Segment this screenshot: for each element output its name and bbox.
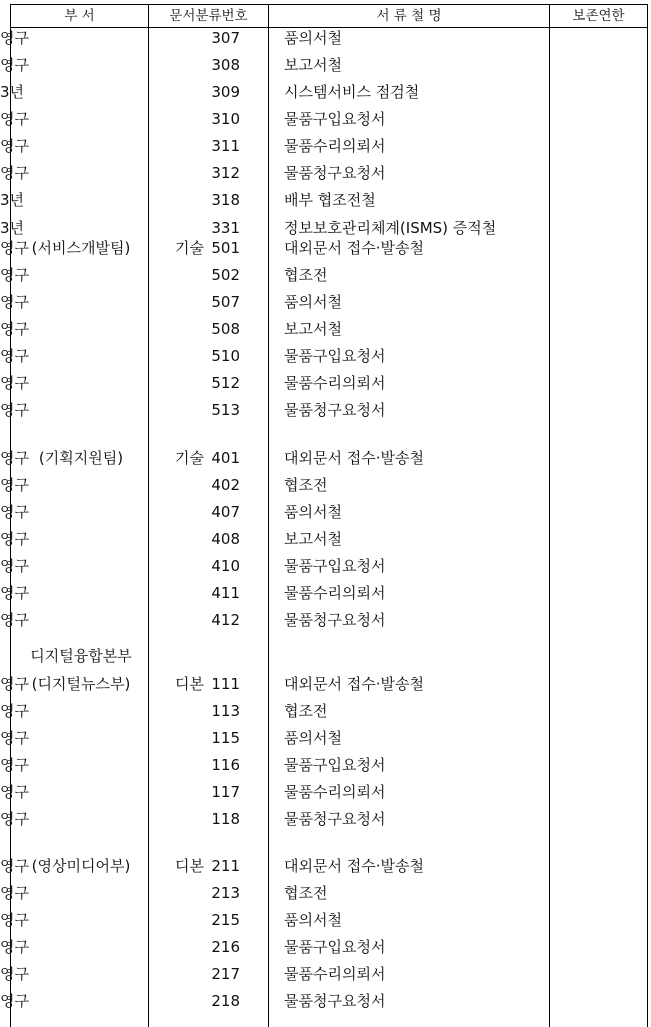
- row-title: 물품구입요청서: [284, 110, 386, 128]
- row-code: 111: [211, 675, 240, 693]
- row-title: 대외문서 접수·발송철: [284, 239, 424, 257]
- row-retention: 영구: [0, 965, 29, 983]
- row-dept: (기획지원팀): [38, 449, 124, 467]
- row-retention: 영구: [0, 266, 29, 284]
- row-code: 217: [211, 965, 240, 983]
- row-title: 대외문서 접수·발송철: [284, 857, 424, 875]
- row-retention: 영구: [0, 729, 29, 747]
- row-code: 512: [211, 374, 240, 392]
- row-code: 410: [211, 557, 240, 575]
- table-row: [0, 698, 651, 724]
- table-row: [0, 499, 651, 525]
- header-title: 서 류 철 명: [376, 8, 442, 24]
- row-title: 물품수리의뢰서: [284, 584, 386, 602]
- table-row: [0, 472, 651, 498]
- row-title: 품의서철: [284, 503, 342, 521]
- table-row: [0, 79, 651, 105]
- header-dept: 부 서: [64, 8, 95, 24]
- row-code: 312: [211, 164, 240, 182]
- table-row: [0, 526, 651, 552]
- table-row: [0, 370, 651, 396]
- row-retention: 영구: [0, 702, 29, 720]
- row-title: 협조전: [284, 476, 328, 494]
- table-row: [0, 806, 651, 832]
- row-retention: 영구: [0, 137, 29, 155]
- row-code: 213: [211, 884, 240, 902]
- row-code: 310: [211, 110, 240, 128]
- table-row: [0, 106, 651, 132]
- row-title: 보고서철: [284, 530, 342, 548]
- row-title: 물품청구요청서: [284, 992, 386, 1010]
- row-retention: 영구: [0, 611, 29, 629]
- row-title: 물품구입요청서: [284, 557, 386, 575]
- row-title: 물품청구요청서: [284, 164, 386, 182]
- row-retention: 영구: [0, 293, 29, 311]
- row-retention: 영구: [0, 557, 29, 575]
- row-prefix: 디본: [175, 857, 204, 875]
- table-row: [0, 907, 651, 933]
- row-retention: 영구: [0, 164, 29, 182]
- table-row: [0, 187, 651, 213]
- row-retention: 영구: [0, 29, 29, 47]
- table-row: [0, 725, 651, 751]
- table-row: [0, 880, 651, 906]
- table-row: [0, 553, 651, 579]
- row-code: 501: [211, 239, 240, 257]
- table-row: [0, 397, 651, 423]
- table-row: [0, 853, 651, 879]
- row-code: 116: [211, 756, 240, 774]
- row-code: 412: [211, 611, 240, 629]
- table-row: [0, 779, 651, 805]
- row-retention: 3년: [0, 191, 25, 209]
- row-dept: (서비스개발팀): [31, 239, 131, 257]
- row-code: 115: [211, 729, 240, 747]
- row-title: 대외문서 접수·발송철: [284, 675, 424, 693]
- table-row: [0, 752, 651, 778]
- row-code: 309: [211, 83, 240, 101]
- row-retention: 3년: [0, 219, 25, 237]
- row-retention: 영구: [0, 675, 29, 693]
- row-code: 401: [211, 449, 240, 467]
- row-dept: (영상미디어부): [31, 857, 131, 875]
- row-code: 307: [211, 29, 240, 47]
- header-retention: 보존연한: [572, 8, 625, 24]
- row-title: 물품구입요청서: [284, 938, 386, 956]
- table-row: [0, 934, 651, 960]
- row-prefix: 기술: [175, 239, 204, 257]
- row-code: 502: [211, 266, 240, 284]
- row-title: 물품수리의뢰서: [284, 965, 386, 983]
- table-top-border: [10, 4, 648, 5]
- table-row: [0, 262, 651, 288]
- row-code: 218: [211, 992, 240, 1010]
- row-code: 402: [211, 476, 240, 494]
- row-title: 정보보호관리체계(ISMS) 증적철: [284, 219, 497, 237]
- row-code: 407: [211, 503, 240, 521]
- row-retention: 영구: [0, 401, 29, 419]
- row-retention: 영구: [0, 938, 29, 956]
- row-code: 311: [211, 137, 240, 155]
- row-retention: 영구: [0, 992, 29, 1010]
- row-title: 물품수리의뢰서: [284, 374, 386, 392]
- row-title: 물품청구요청서: [284, 401, 386, 419]
- table-row: [0, 607, 651, 633]
- row-title: 물품구입요청서: [284, 347, 386, 365]
- row-title: 배부 협조전철: [284, 191, 376, 209]
- row-title: 대외문서 접수·발송철: [284, 449, 424, 467]
- table-row: [0, 160, 651, 186]
- row-title: 품의서철: [284, 29, 342, 47]
- row-code: 113: [211, 702, 240, 720]
- row-title: 협조전: [284, 884, 328, 902]
- row-retention: 영구: [0, 530, 29, 548]
- row-title: 협조전: [284, 702, 328, 720]
- row-retention: 영구: [0, 347, 29, 365]
- row-retention: 영구: [0, 810, 29, 828]
- table-row: [0, 961, 651, 987]
- row-code: 411: [211, 584, 240, 602]
- row-code: 508: [211, 320, 240, 338]
- row-retention: 영구: [0, 374, 29, 392]
- row-code: 308: [211, 56, 240, 74]
- table-row: [0, 25, 651, 51]
- row-code: 408: [211, 530, 240, 548]
- table-row: [0, 316, 651, 342]
- row-code: 215: [211, 911, 240, 929]
- row-retention: 영구: [0, 756, 29, 774]
- row-title: 물품청구요청서: [284, 810, 386, 828]
- table-row: [0, 671, 651, 697]
- row-code: 331: [211, 219, 240, 237]
- table-row: [0, 343, 651, 369]
- row-title: 품의서철: [284, 729, 342, 747]
- row-retention: 영구: [0, 320, 29, 338]
- row-code: 318: [211, 191, 240, 209]
- row-retention: 3년: [0, 83, 25, 101]
- row-title: 물품수리의뢰서: [284, 783, 386, 801]
- row-dept: 디지털융합본부: [30, 647, 132, 665]
- row-prefix: 디본: [175, 675, 204, 693]
- row-title: 보고서철: [284, 56, 342, 74]
- row-retention: 영구: [0, 476, 29, 494]
- row-title: 품의서철: [284, 911, 342, 929]
- table-row: [0, 445, 651, 471]
- row-code: 216: [211, 938, 240, 956]
- row-retention: 영구: [0, 783, 29, 801]
- row-title: 품의서철: [284, 293, 342, 311]
- row-title: 물품구입요청서: [284, 756, 386, 774]
- row-title: 협조전: [284, 266, 328, 284]
- row-retention: 영구: [0, 110, 29, 128]
- row-retention: 영구: [0, 584, 29, 602]
- row-retention: 영구: [0, 56, 29, 74]
- row-retention: 영구: [0, 449, 29, 467]
- row-code: 510: [211, 347, 240, 365]
- row-code: 513: [211, 401, 240, 419]
- table-row: [0, 643, 651, 669]
- row-retention: 영구: [0, 911, 29, 929]
- row-code: 117: [211, 783, 240, 801]
- row-title: 물품수리의뢰서: [284, 137, 386, 155]
- row-retention: 영구: [0, 503, 29, 521]
- row-retention: 영구: [0, 239, 29, 257]
- row-prefix: 기술: [175, 449, 204, 467]
- header-code: 문서분류번호: [169, 8, 248, 24]
- table-row: [0, 235, 651, 261]
- row-code: 118: [211, 810, 240, 828]
- table-row: [0, 52, 651, 78]
- row-dept: (디지털뉴스부): [31, 675, 131, 693]
- row-code: 507: [211, 293, 240, 311]
- row-retention: 영구: [0, 857, 29, 875]
- table-row: [0, 289, 651, 315]
- row-title: 물품청구요청서: [284, 611, 386, 629]
- table-row: [0, 133, 651, 159]
- table-row: [0, 988, 651, 1014]
- row-code: 211: [211, 857, 240, 875]
- row-retention: 영구: [0, 884, 29, 902]
- row-title: 시스템서비스 점검철: [284, 83, 420, 101]
- row-title: 보고서철: [284, 320, 342, 338]
- table-row: [0, 580, 651, 606]
